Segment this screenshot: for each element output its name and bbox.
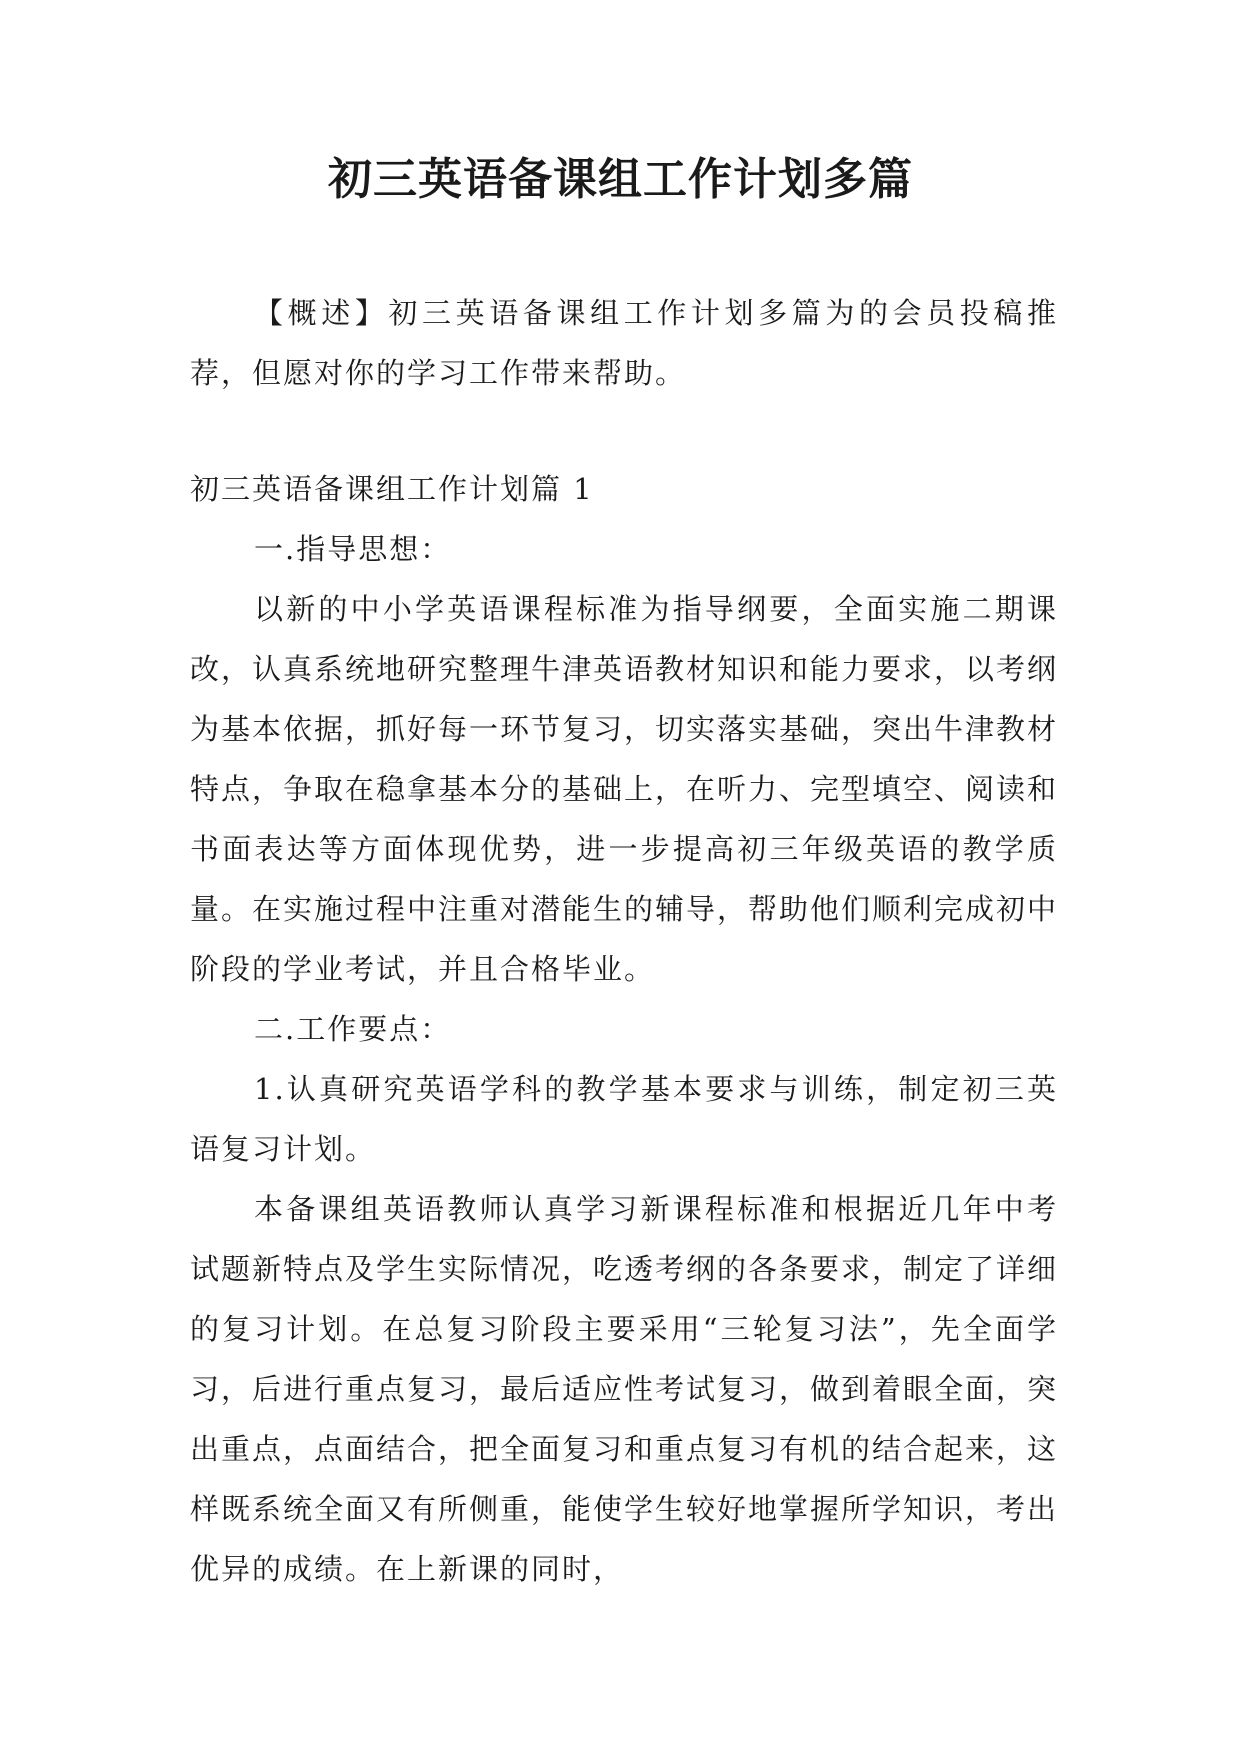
body-paragraph: 以新的中小学英语课程标准为指导纲要，全面实施二期课改，认真系统地研究整理牛津英语教材知识和能力要求，以考纲为基本依据，抓好每一环节复习，切实落实基础，突出牛津教材特点，争取在稳拿基本分的基础上，在听力、完型填空、阅读和书面表达等方面体现优势，进一步提高初三年级英语的教学质量。在实施过程中注重对潜能生的辅导，帮助他们顺利完成初中阶段的学业考试，并且合格毕业。 [190, 592, 1059, 986]
heading-guiding-ideology: 一.指导思想： [254, 532, 452, 566]
heading-work-points: 二.工作要点： [254, 1012, 452, 1046]
section-heading: 初三英语备课组工作计划篇 1 [190, 472, 594, 506]
body-paragraph: 1.认真研究英语学科的教学基本要求与训练，制定初三英语复习计划。 [190, 1072, 1058, 1166]
document-body [190, 283, 1058, 1599]
summary-paragraph: 【概述】初三英语备课组工作计划多篇为的会员投稿推荐，但愿对你的学习工作带来帮助。 [190, 296, 1058, 390]
body-paragraph: 本备课组英语教师认真学习新课程标准和根据近几年中考试题新特点及学生实际情况，吃透考纲的各条要求，制定了详细的复习计划。在总复习阶段主要采用“三轮复习法”，先全面学习，后进行重点复习，最后适应性考试复习，做到着眼全面，突出重点，点面结合，把全面复习和重点复习有机的结合起来，这样既系统全面又有所侧重，能使学生较好地掌握所学知识，考出优异的成绩。在上新课的同时， [190, 1192, 1059, 1586]
document-title: 初三英语备课组工作计划多篇 [328, 154, 913, 205]
